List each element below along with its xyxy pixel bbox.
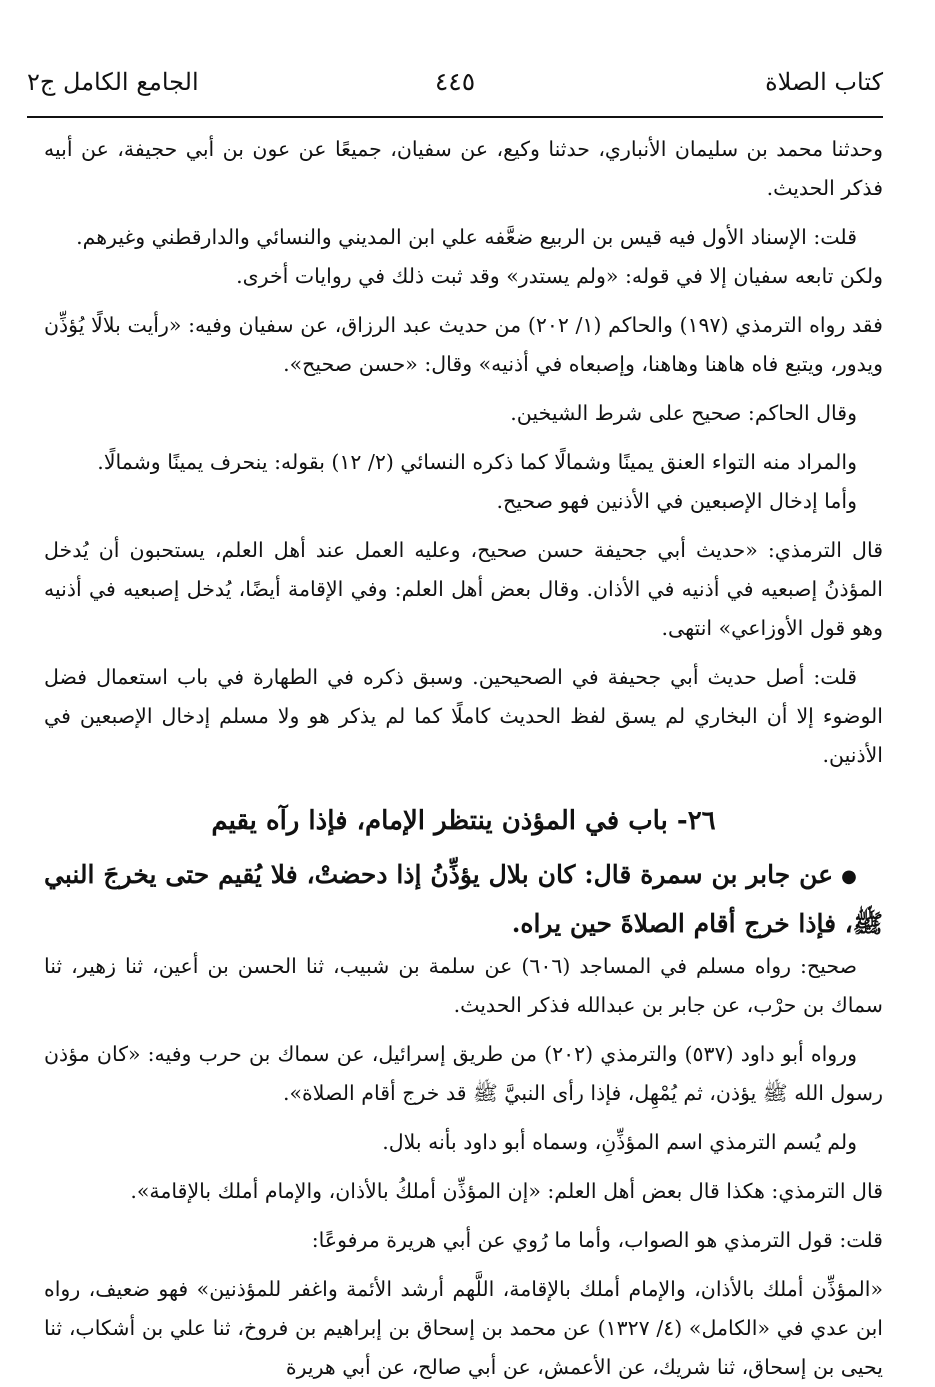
paragraph-13: قال الترمذي: هكذا قال بعض أهل العلم: «إن المؤذِّن أملكُ بالأذان، والإمام أملك بالإقامة».	[130, 1179, 883, 1203]
paragraph-11: ورواه أبو داود (٥٣٧) والترمذي (٢٠٢) من طريق إسرائيل، عن سماك بن حرب وفيه: «كان مؤذن رسول الله ﷺ يؤذن، ثم يُمْهِل، فإذا رأى النبيَّ ﷺ قد خرج أقام الصلاة».	[44, 1042, 883, 1105]
paragraph-4: فقد رواه الترمذي (١٩٧) والحاكم (١/ ٢٠٢) من حديث عبد الرزاق، عن سفيان وفيه: «رأيت بلالًا يُؤذِّن ويدور، ويتبع فاه هاهنا وهاهنا، وإصبعاه في أذنيه» وقال: «حسن صحيح».	[44, 313, 883, 376]
paragraph-1: وحدثنا محمد بن سليمان الأنباري، حدثنا وكيع، عن سفيان، جميعًا عن عون بن أبي حجيفة، عن أبيه فذكر الحديث.	[44, 137, 883, 200]
book-title: كتاب الصلاة	[765, 68, 883, 96]
paragraph-9: قلت: أصل حديث أبي جحيفة في الصحيحين. وسبق ذكره في الطهارة في باب استعمال فضل الوضوء إلا أن البخاري لم يسق لفظ الحديث كاملًا كما لم يذكر هو ولا مسلم إدخال الإصبعين في الأذنين.	[44, 665, 883, 767]
paragraph-14: قلت: قول الترمذي هو الصواب، وأما ما رُوي عن أبي هريرة مرفوعًا:	[311, 1228, 883, 1252]
page-number: ٤٤٥	[434, 67, 476, 96]
paragraph-7: وأما إدخال الإصبعين في الأذنين فهو صحيح.	[496, 489, 857, 513]
paragraph-8: قال الترمذي: «حديث أبي جحيفة حسن صحيح، وعليه العمل عند أهل العلم، يستحبون أن يُدخل المؤذنُ إصبعيه في أذنيه في الأذان. وقال بعض أهل العلم: وفي الإقامة أيضًا، يُدخل إصبعيه في أذنيه وهو قول الأوزاعي» انتهى.	[44, 538, 883, 640]
paragraph-6: والمراد منه التواء العنق يمينًا وشمالًا كما ذكره النسائي (٢/ ١٢) بقوله: ينحرف يمينًا وشمالًا.	[97, 450, 857, 474]
paragraph-5: وقال الحاكم: صحيح على شرط الشيخين.	[510, 401, 857, 425]
header-divider	[27, 116, 883, 118]
chapter-heading: ٢٦- باب في المؤذن ينتظر الإمام، فإذا رآه يقيم	[211, 806, 716, 836]
running-header	[27, 62, 883, 102]
paragraph-2: قلت: الإسناد الأول فيه قيس بن الربيع ضعَّفه علي ابن المديني والنسائي والدارقطني وغيرهم.	[76, 225, 857, 249]
paragraph-3: ولكن تابعه سفيان إلا في قوله: «ولم يستدر» وقد ثبت ذلك في روايات أخرى.	[236, 264, 883, 288]
page-body	[44, 130, 883, 1387]
hadith-body: عن جابر بن سمرة قال: كان بلال يؤذِّنُ إذا دحضتْ، فلا يُقيم حتى يخرجَ النبي ﷺ، فإذا خرج أقام الصلاةَ حين يراه.	[44, 860, 883, 938]
series-title: الجامع الكامل ج٢	[27, 68, 199, 96]
paragraph-10: صحيح: رواه مسلم في المساجد (٦٠٦) عن سلمة بن شبيب، ثنا الحسن بن أعين، ثنا زهير، ثنا سماك بن حرْب، عن جابر بن عبدالله فذكر الحديث.	[44, 954, 883, 1017]
hadith-text	[44, 851, 883, 947]
paragraph-12: ولم يُسم الترمذي اسم المؤذِّنِ، وسماه أبو داود بأنه بلال.	[382, 1130, 857, 1154]
paragraph-15: «المؤذِّن أملك بالأذان، والإمام أملك بالإقامة، اللَّهم أرشد الأئمة واغفر للمؤذنين» فهو ضعيف، رواه ابن عدي في «الكامل» (٤/ ١٣٢٧) عن محمد بن إسحاق بن إبراهيم بن فروخ، ثنا علي بن أشكاب، ثنا يحيى بن إسحاق، ثنا شريك، عن الأعمش، عن أبي صالح، عن أبي هريرة	[44, 1277, 883, 1379]
bullet-icon: ●	[841, 866, 857, 887]
